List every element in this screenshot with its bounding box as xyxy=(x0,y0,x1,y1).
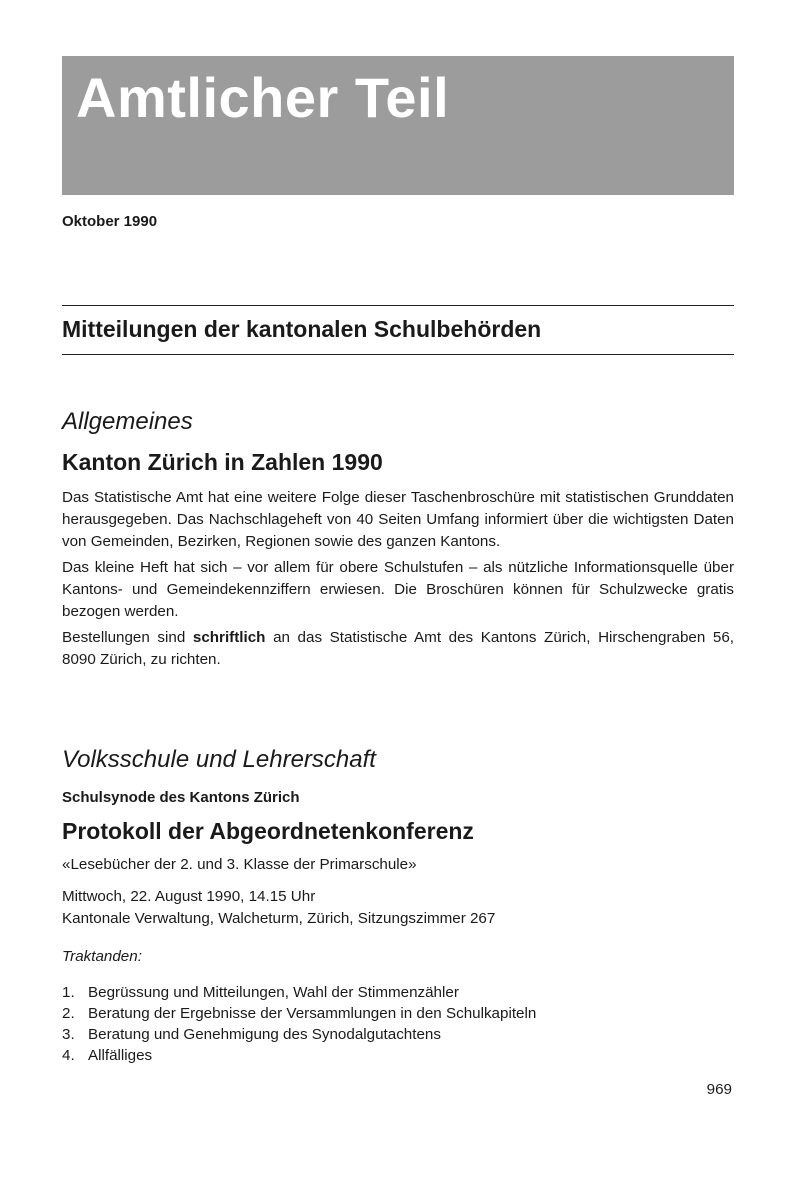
list-item xyxy=(62,1045,536,1066)
banner-title: Amtlicher Teil xyxy=(76,66,450,129)
article-heading: Kanton Zürich in Zahlen 1990 xyxy=(62,449,383,475)
article-paragraph: Das Statistische Amt hat eine weitere Folge dieser Taschenbroschüre mit statistischen Grunddaten herausgegeben. Das Nachschlageheft von 40 Seiten Umfang informiert über die wichtigsten Daten von Gemeinden, Bezirken, Regionen sowie des ganzen Kantons. xyxy=(62,489,734,550)
agenda-list xyxy=(62,982,536,1066)
subheading: Schulsynode des Kantons Zürich xyxy=(62,789,300,806)
meeting-date: Mittwoch, 22. August 1990, 14.15 Uhr xyxy=(62,888,316,905)
emphasis-text: schriftlich xyxy=(192,629,266,646)
section-title: Mitteilungen der kantonalen Schulbehörden xyxy=(62,316,542,342)
list-text: Beratung und Genehmigung des Synodalgutachtens xyxy=(88,1026,441,1043)
issue-date: Oktober 1990 xyxy=(62,213,158,230)
article-paragraph xyxy=(62,627,734,671)
topic-line: «Lesebücher der 2. und 3. Klasse der Primarschule» xyxy=(62,856,417,873)
divider-top xyxy=(62,305,734,306)
list-item xyxy=(62,982,536,1003)
page-number: 969 xyxy=(706,1081,732,1098)
list-number: 1. xyxy=(62,984,75,1001)
list-number: 3. xyxy=(62,1026,75,1043)
paragraph-text: Bestellungen sind xyxy=(62,629,193,646)
list-number: 4. xyxy=(62,1047,75,1064)
list-text: Beratung der Ergebnisse der Versammlungen in den Schulkapiteln xyxy=(88,1005,537,1022)
category-heading: Volksschule und Lehrerschaft xyxy=(62,746,376,773)
paragraph-text: an das Statistische Amt des Kantons Zürich, Hirschengraben 56, 8090 Zürich, zu richten. xyxy=(62,629,734,668)
agenda-label: Traktanden: xyxy=(62,948,142,965)
category-heading: Allgemeines xyxy=(62,408,193,435)
meeting-location: Kantonale Verwaltung, Walcheturm, Zürich, Sitzungszimmer 267 xyxy=(62,910,496,927)
list-number: 2. xyxy=(62,1005,75,1022)
article-paragraph: Das kleine Heft hat sich – vor allem für obere Schulstufen – als nützliche Informationsquelle über Kantons- und Gemeindekennziffern erwiesen. Die Broschüren können für Schulzwecke gratis bezogen werden. xyxy=(62,559,734,620)
divider-bottom xyxy=(62,354,734,355)
list-item xyxy=(62,1003,536,1024)
list-text: Begrüssung und Mitteilungen, Wahl der Stimmenzähler xyxy=(88,984,459,1001)
article-heading: Protokoll der Abgeordnetenkonferenz xyxy=(62,818,474,844)
list-text: Allfälliges xyxy=(88,1047,153,1064)
list-item xyxy=(62,1024,536,1045)
header-banner xyxy=(62,56,734,195)
